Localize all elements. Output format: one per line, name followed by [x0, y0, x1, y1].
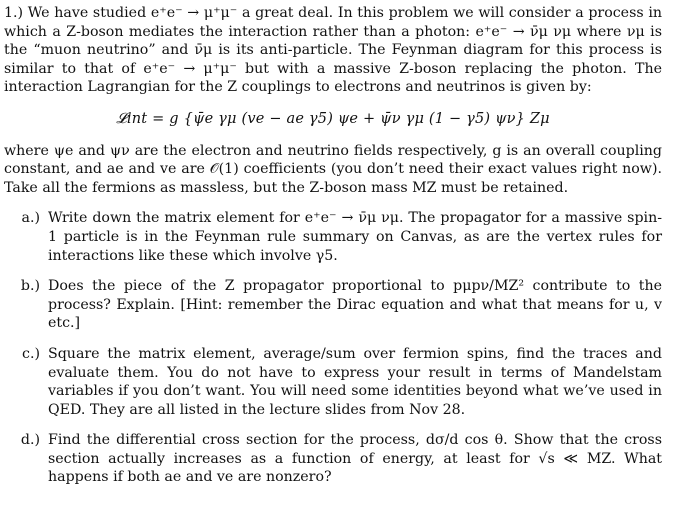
- part-label: a.): [21, 210, 40, 227]
- problem-context: where ψe and ψν are the electron and neutrino fields respectively, g is an overall coupling constant, and ae and ve are 𝒪(1) coefficients (you don’t need their exact values right now). Take all the fermions as massless, but the Z-boson mass MZ must be retained.: [4, 142, 662, 196]
- problem-part-d: [4, 431, 662, 487]
- problem-part-c: [4, 345, 662, 419]
- problem-parts-list: [4, 209, 662, 487]
- part-text: Find the differential cross section for the process, dσ/d cos θ. Show that the cross section actually increases as a function of energy, at least for √s ≪ MZ. What happens if both ae and ve are nonzero?: [48, 432, 662, 486]
- problem-part-b: [4, 277, 662, 333]
- problem-intro: 1.) We have studied e⁺e⁻ → μ⁺μ⁻ a great deal. In this problem we will consider a process in which a Z-boson mediates the interaction rather than a photon: e⁺e⁻ → ν̄μ νμ where νμ is the “muon neutrino” and ν̄μ is its anti-particle. The Feynman diagram for this process is similar to that of e⁺e⁻ → μ⁺μ⁻ but with a massive Z-boson replacing the photon. The interaction Lagrangian for the Z couplings to electrons and neutrinos is given by:: [4, 5, 662, 96]
- problem-part-a: [4, 209, 662, 265]
- lagrangian-equation: 𝓛int = g {ψ̄e γμ (ve − ae γ5) ψe + ψ̄ν γμ (1 − γ5) ψν} Zμ: [116, 110, 550, 127]
- part-label: c.): [22, 345, 40, 362]
- part-label: d.): [20, 432, 40, 449]
- part-text: Does the piece of the Z propagator proportional to pμpν/MZ² contribute to the process? Explain. [Hint: remember the Dirac equation and what that means for u, v etc.]: [48, 278, 662, 332]
- part-text: Square the matrix element, average/sum over fermion spins, find the traces and evaluate them. You do not have to express your result in terms of Mandelstam variables if you don’t want. You will need some identities beyond what we’ve used in QED. They are all listed in the lecture slides from Nov 28.: [48, 345, 662, 418]
- part-text: Write down the matrix element for e⁺e⁻ → ν̄μ νμ. The propagator for a massive spin-1 particle is in the Feynman rule summary on Canvas, as are the vertex rules for interactions like these which involve γ5.: [48, 210, 662, 264]
- part-label: b.): [20, 278, 40, 295]
